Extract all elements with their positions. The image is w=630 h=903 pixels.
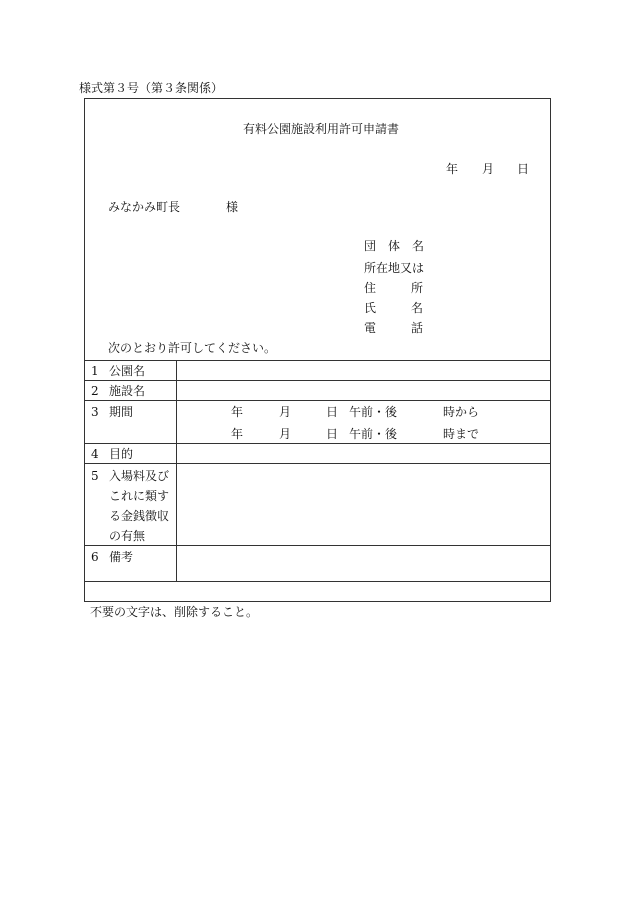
- row-purpose-number: 4: [91, 447, 99, 461]
- form-number: 様式第３号（第３条関係）: [79, 81, 224, 95]
- period-start-from: 時から: [443, 405, 480, 419]
- applicant-address-label-2b: 所: [411, 281, 424, 295]
- applicant-name-label-b: 名: [411, 301, 424, 315]
- row-facility-label: 施設名: [109, 384, 146, 398]
- period-end-day: 日: [326, 427, 339, 441]
- form-title: 有料公園施設利用許可申請書: [243, 122, 400, 136]
- footer-note: 不要の文字は、削除すること。: [90, 605, 259, 619]
- period-end-to: 時まで: [443, 427, 480, 441]
- table-rule: [84, 360, 551, 361]
- applicant-group-label: 団 体 名: [364, 239, 425, 253]
- table-rule: [84, 545, 551, 546]
- table-rule: [84, 400, 551, 401]
- date-month: 月: [482, 162, 495, 176]
- table-column-divider: [176, 360, 177, 581]
- row-period-number: 3: [91, 405, 99, 419]
- period-end-year: 年: [231, 427, 244, 441]
- addressee-name: みなかみ町長: [108, 200, 181, 214]
- row-purpose-label: 目的: [109, 447, 134, 461]
- date-day: 日: [517, 162, 530, 176]
- period-end-month: 月: [279, 427, 292, 441]
- request-text: 次のとおり許可してください。: [108, 341, 277, 355]
- applicant-name-label-a: 氏: [364, 301, 377, 315]
- row-fee-label-3: る金銭徴収: [109, 509, 170, 523]
- row-fee-number: 5: [91, 469, 99, 483]
- addressee-honorific: 様: [226, 200, 239, 214]
- row-park-label: 公園名: [109, 364, 146, 378]
- applicant-phone-label-a: 電: [364, 321, 377, 335]
- date-year: 年: [446, 162, 459, 176]
- row-park-number: 1: [91, 364, 99, 378]
- row-fee-label-1: 入場料及び: [109, 469, 170, 483]
- row-period-label: 期間: [109, 405, 134, 419]
- row-facility-number: 2: [91, 384, 99, 398]
- row-remarks-number: 6: [91, 550, 99, 564]
- period-start-month: 月: [279, 405, 292, 419]
- applicant-phone-label-b: 話: [411, 321, 424, 335]
- row-fee-label-4: の有無: [109, 529, 146, 543]
- period-start-ampm: 午前・後: [349, 405, 398, 419]
- row-remarks-label: 備考: [109, 550, 134, 564]
- applicant-address-label-2a: 住: [364, 281, 377, 295]
- row-fee-label-2: これに類す: [109, 489, 170, 503]
- period-start-year: 年: [231, 405, 244, 419]
- period-start-day: 日: [326, 405, 339, 419]
- table-rule: [84, 581, 551, 582]
- period-end-ampm: 午前・後: [349, 427, 398, 441]
- applicant-address-label-1: 所在地又は: [364, 261, 425, 275]
- table-rule: [84, 443, 551, 444]
- table-rule: [84, 463, 551, 464]
- table-rule: [84, 380, 551, 381]
